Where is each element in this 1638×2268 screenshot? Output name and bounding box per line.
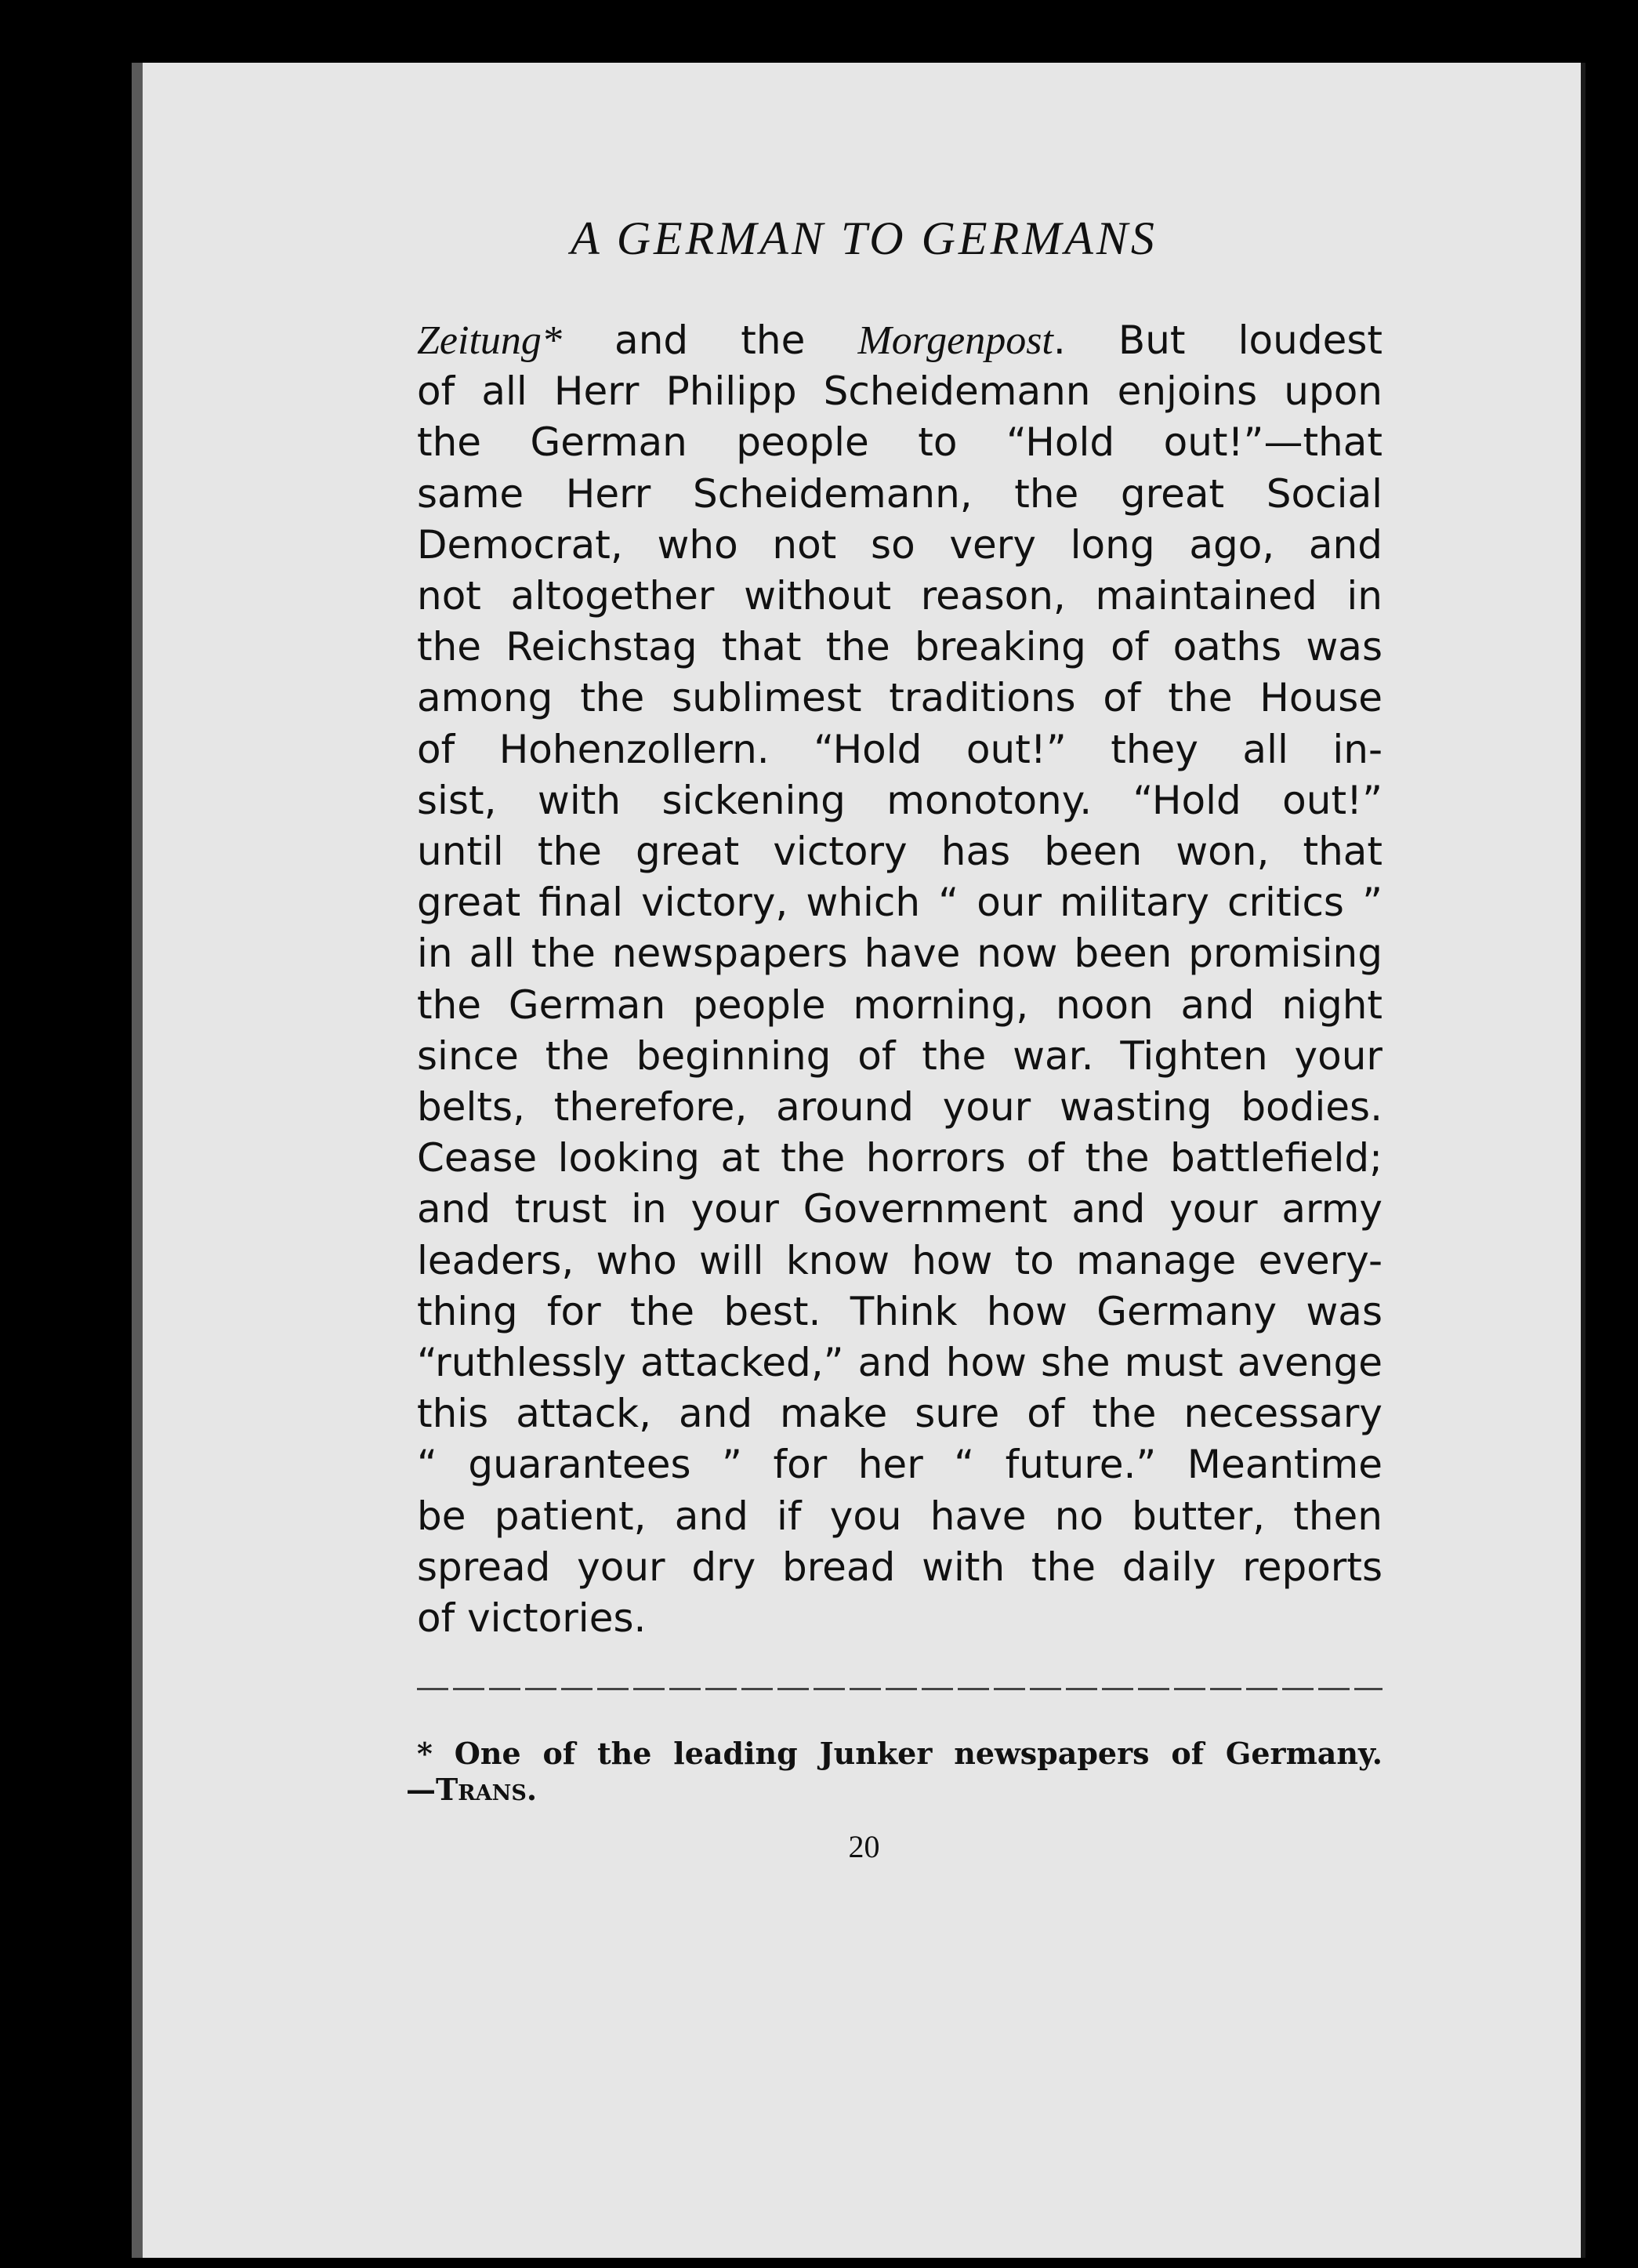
body-line: the Reichstag that the breaking of oaths was bbox=[417, 624, 1383, 670]
body-line: since the beginning of the war. Tighten your bbox=[417, 1032, 1383, 1079]
footnote-line: * One of the leading Junker newspapers of Germany. bbox=[417, 1736, 1383, 1771]
body-line: spread your dry bread with the daily reports bbox=[417, 1544, 1383, 1590]
body-line: “ guarantees ” for her “ future.” Meantime bbox=[417, 1442, 1383, 1488]
page-number: 20 bbox=[848, 1829, 880, 1864]
page-edge-shadow bbox=[1581, 63, 1585, 2258]
body-line: of Hohenzollern. “Hold out!” they all in- bbox=[417, 726, 1383, 772]
footnote bbox=[406, 1736, 1383, 1808]
body-line: this attack, and make sure of the necessary bbox=[417, 1391, 1383, 1437]
body-line: of victories. bbox=[417, 1595, 647, 1642]
body-line: of all Herr Philipp Scheidemann enjoins upon bbox=[417, 368, 1383, 415]
body-line: “ruthlessly attacked,” and how she must avenge bbox=[417, 1340, 1383, 1386]
body-line: not altogether without reason, maintained in bbox=[417, 573, 1383, 619]
body-line: same Herr Scheidemann, the great Social bbox=[417, 470, 1383, 517]
body-line: Democrat, who not so very long ago, and bbox=[417, 521, 1383, 568]
body-line: belts, therefore, around your wasting bodies. bbox=[417, 1084, 1383, 1130]
body-line: leaders, who will know how to manage every- bbox=[417, 1237, 1383, 1283]
running-title: A GERMAN TO GERMANS bbox=[571, 212, 1158, 264]
body-line: in all the newspapers have now been promising bbox=[417, 931, 1383, 977]
body-line: until the great victory has been won, that bbox=[417, 829, 1383, 875]
footnote-attribution: —Trans. bbox=[406, 1772, 538, 1807]
body-line: be patient, and if you have no butter, then bbox=[417, 1493, 1383, 1539]
body-text bbox=[417, 315, 1383, 1644]
italic-word: Morgenpost bbox=[857, 318, 1053, 363]
footnote-rule bbox=[417, 1688, 1383, 1690]
body-line: Zeitung* and the Morgenpost. But loudest bbox=[417, 318, 1383, 363]
body-line: great final victory, which “ our military critics ” bbox=[417, 880, 1383, 926]
body-line: Cease looking at the horrors of the battlefield; bbox=[417, 1135, 1383, 1181]
body-line: thing for the best. Think how Germany was bbox=[417, 1288, 1383, 1334]
body-line: the German people to “Hold out!”—that bbox=[417, 419, 1383, 466]
book-page bbox=[132, 63, 1585, 2258]
body-line: the German people morning, noon and night bbox=[417, 982, 1383, 1028]
body-line: sist, with sickening monotony. “Hold out!” bbox=[417, 777, 1383, 823]
body-line: and trust in your Government and your army bbox=[417, 1186, 1383, 1232]
body-line: among the sublimest traditions of the House bbox=[417, 675, 1383, 721]
italic-word: Zeitung* bbox=[417, 318, 562, 363]
